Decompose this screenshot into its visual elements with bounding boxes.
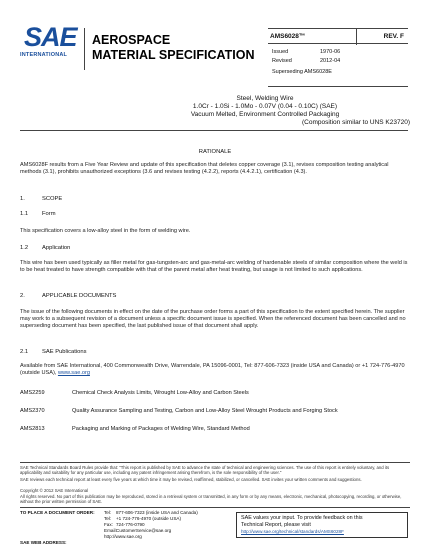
tel-label: Tel: (104, 516, 112, 521)
header-bottom-rule (268, 86, 408, 87)
subtitle-line-3: Vacuum Melted, Environment Controlled Packaging (190, 111, 340, 118)
section-1-2-heading (20, 245, 70, 251)
section-title: Application (42, 245, 71, 251)
header-cell-divider (356, 29, 357, 45)
document-number: AMS6028™ (270, 33, 306, 40)
reference-code: AMS2813 (20, 426, 45, 432)
issued-date: 1970-06 (320, 49, 341, 55)
fax-label: Fax: (104, 522, 113, 527)
subtitle-line-2: 1.0Cr - 1.0Si - 1.0Mo - 0.07V (0.04 - 0.10C) (SAE) (192, 103, 338, 110)
subtitle-line-1: Steel, Welding Wire (236, 95, 294, 102)
reference-description: Chemical Check Analysis Limits, Wrought Low-Alloy and Carbon Steels (72, 390, 249, 396)
section-2-1-text (20, 363, 410, 377)
superseding-note: Superseding AMS6028E (272, 69, 332, 75)
feedback-box (236, 512, 408, 538)
order-label: TO PLACE A DOCUMENT ORDER: (20, 510, 95, 515)
section-1-1-text: This specification covers a low-alloy steel in the form of welding wire. (20, 228, 191, 234)
web-address-label: SAE WEB ADDRESS: (20, 540, 67, 545)
feedback-text-2: Technical Report, please visit (241, 521, 311, 528)
footer-rule (20, 462, 410, 463)
section-1-2-text: This wire has been used typically as filler metal for gas-tungsten-arc and gas-metal-arc welding of hardenable steels of similar composition where the weld is to be heat treated to have strength compatible with that of the parent metal after heat treating, but usage is not limited to such applications. (20, 260, 408, 274)
sae-website-link[interactable]: www.sae.org (57, 370, 90, 377)
rationale-text: AMS6028F results from a Five Year Review and update of this specification that deletes copper coverage (3.1), revises composition testing analytical methods (3.1), prohibits unauthorized exceptions (3.6 and revises testing (4.2.2), reports (4.4.2.1), certification (4.3). (20, 162, 389, 176)
email-value[interactable]: CustomerService@sae.org (116, 528, 172, 533)
header-info-table (268, 28, 408, 79)
document-title (92, 33, 255, 63)
revised-label: Revised (272, 58, 292, 64)
title-line-2: MATERIAL SPECIFICATION (92, 48, 255, 62)
footer-legal-1: SAE Technical Standards Board Rules provide that: "This report is published by SAE to advance the state of technical and engineering sciences. The use of this report is entirely voluntary, and its applicability and suitability for any particular use, including any patent infringement arising therefrom, is the sole responsibility of the user." (20, 465, 390, 476)
subtitle-line-4: (Composition similar to UNS K23720) (301, 119, 410, 126)
sae-logo (20, 22, 78, 64)
sae-address-text: Available from SAE International, 400 Commonwealth Drive, Warrendale, PA 15096-0001, Tel: 877-606-7323 (inside USA and Canada) or +1 724-776-4970 (outside USA), (20, 363, 405, 377)
section-1-heading (20, 196, 62, 202)
section-number: 2.1 (20, 349, 29, 355)
issued-label: Issued (272, 49, 289, 55)
section-title: SCOPE (42, 196, 63, 202)
section-1-1-heading (20, 211, 56, 217)
tel-value: 877-606-7323 (inside USA and Canada) (116, 510, 198, 515)
tel-label: Tel: (104, 510, 112, 515)
section-title: Form (42, 211, 56, 217)
reference-code: AMS2370 (20, 408, 45, 414)
section-rule (20, 130, 408, 131)
section-title: APPLICABLE DOCUMENTS (42, 293, 117, 299)
section-number: 1.1 (20, 211, 29, 217)
reference-description: Packaging and Marking of Packages of Welding Wire, Standard Method (72, 426, 250, 432)
rationale-heading: RATIONALE (198, 149, 232, 155)
footer-rule-2 (20, 507, 410, 508)
reference-code: AMS2259 (20, 390, 45, 396)
revised-date: 2012-04 (320, 58, 341, 64)
web-value[interactable]: http://www.sae.org (104, 534, 142, 539)
section-2-1-heading (20, 349, 86, 355)
section-title: SAE Publications (42, 349, 87, 355)
section-number: 2. (20, 293, 25, 299)
footer-copyright: Copyright © 2012 SAE International (20, 488, 89, 493)
tel-value: +1 724-776-4970 (outside USA) (116, 516, 181, 521)
header-divider (84, 28, 85, 70)
fax-value: 724-776-0790 (116, 522, 145, 527)
sae-logo-subtext: INTERNATIONAL (20, 52, 68, 58)
section-2-heading (20, 293, 116, 299)
email-label: Email: (104, 528, 117, 533)
section-number: 1.2 (20, 245, 29, 251)
feedback-link[interactable]: http://www.sae.org/technical/standards/AMS6028F (241, 528, 344, 534)
section-2-text: The issue of the following documents in effect on the date of the purchase order forms a part of this specification to the extent specified herein. The supplier may work to a subsequent revision of a document unless a specific document issue is specified. When the referenced document has been cancelled and no superseding document has been specified, the last published issue of that document shall apply. (20, 309, 406, 330)
footer-legal-3: All rights reserved. No part of this publication may be reproduced, stored in a retrieval system or transmitted, in any form or by any means, electronic, mechanical, photocopying, recording, or otherwise, without the prior written permission of SAE. (20, 494, 402, 505)
footer-legal-2: SAE reviews each technical report at least every five years at which time it may be revised, reaffirmed, stabilized, or cancelled. SAE invites your written comments and suggestions. (20, 477, 362, 482)
revision-label: REV. F (383, 33, 404, 40)
sae-logo-text: SAE (24, 22, 77, 52)
contact-block (104, 510, 198, 540)
section-number: 1. (20, 196, 25, 202)
reference-description: Quality Assurance Sampling and Testing, Carbon and Low-Alloy Steel Wrought Products and Forging Stock (72, 408, 338, 414)
feedback-text-1: SAE values your input. To provide feedback on this (241, 515, 363, 521)
title-line-1: AEROSPACE (92, 33, 171, 47)
